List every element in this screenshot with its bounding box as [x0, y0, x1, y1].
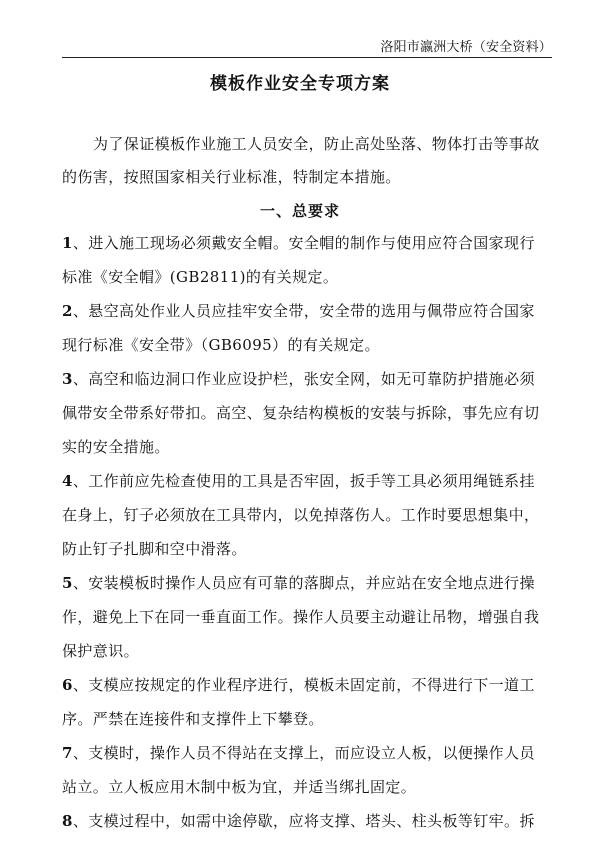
item-separator: 、 [72, 574, 89, 592]
requirements-list [62, 0, 548, 850]
item-text: 悬空高处作业人员应挂牢安全带，安全带的选用与佩带应符合国家现行标准《安全带》（GB6095）的有关规定。 [62, 302, 535, 354]
item-separator: 、 [72, 302, 89, 320]
header-text: 洛阳市瀛洲大桥（安全资料） [380, 40, 552, 55]
intro-paragraph: 为了保证模板作业施工人员安全，防止高处坠落、物体打击等事故的伤害，按照国家相关行业标准，特制定本措施。 [62, 135, 540, 186]
list-item [62, 362, 548, 464]
item-number: 4 [62, 472, 73, 490]
item-number: 1 [62, 234, 73, 252]
item-separator: 、 [72, 472, 89, 490]
item-text: 支模时，操作人员不得站在支撑上，而应设立人板，以便操作人员站立。立人板应用木制中板为宜，并适当绑扎固定。 [62, 744, 535, 796]
document-title: 模板作业安全专项方案 [210, 74, 390, 94]
item-separator: 、 [72, 234, 89, 252]
item-number: 7 [62, 744, 73, 762]
item-text: 工作前应先检查使用的工具是否牢固，扳手等工具必须用绳链系挂在身上，钉子必须放在工具带内，以免掉落伤人。工作时要思想集中，防止钉子扎脚和空中滑落。 [62, 472, 540, 558]
item-text: 进入施工现场必须戴安全帽。安全帽的制作与使用应符合国家现行标准《安全帽》(GB2811)的有关规定。 [62, 234, 535, 286]
section-heading: 一、总要求 [259, 202, 340, 220]
item-text: 支模过程中，如需中途停歇，应将支撑、塔头、柱头板等钉牢。拆 [88, 812, 535, 830]
item-number: 8 [62, 812, 73, 830]
item-separator: 、 [72, 812, 89, 830]
list-item [62, 464, 548, 566]
item-number: 3 [62, 370, 73, 388]
list-item [62, 294, 548, 362]
item-separator: 、 [72, 744, 89, 762]
item-number: 2 [62, 302, 73, 320]
item-text: 安装模板时操作人员应有可靠的落脚点，并应站在安全地点进行操作，避免上下在同一垂直面工作。操作人员要主动避让吊物，增强自我保护意识。 [62, 574, 540, 660]
list-item [62, 226, 548, 294]
item-text: 高空和临边洞口作业应设护栏，张安全网，如无可靠防护措施必须佩带安全带系好带扣。高空、复杂结构模板的安装与拆除，事先应有切实的安全措施。 [62, 370, 540, 456]
item-text: 支模应按规定的作业程序进行，模板未固定前，不得进行下一道工序。严禁在连接件和支撑件上下攀登。 [62, 676, 535, 728]
list-item [62, 736, 548, 804]
item-separator: 、 [72, 370, 89, 388]
item-number: 6 [62, 676, 73, 694]
item-separator: 、 [72, 676, 89, 694]
list-item [62, 804, 548, 838]
list-item [62, 668, 548, 736]
list-item [62, 566, 548, 668]
item-number: 5 [62, 574, 73, 592]
